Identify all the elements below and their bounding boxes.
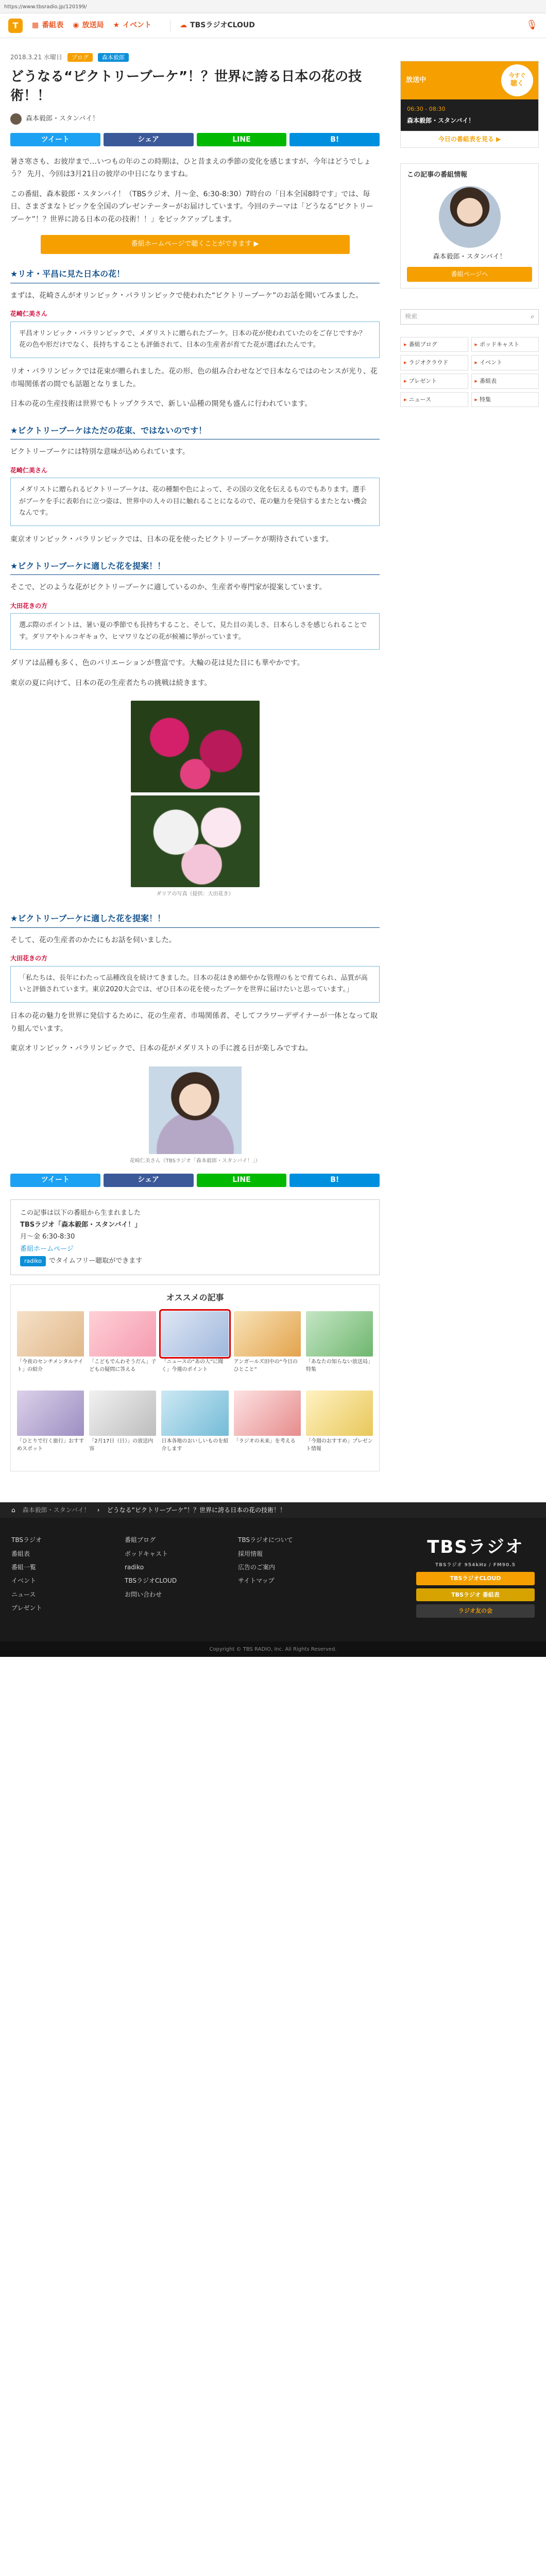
recommended-card[interactable]: 「2月17日（日）」の放送内容 [89, 1391, 156, 1465]
sidebar [400, 38, 539, 1487]
category-tag[interactable]: ブログ [67, 53, 93, 62]
footer-column-3 [238, 1533, 336, 1629]
footer-link[interactable]: ポッドキャスト [125, 1550, 168, 1557]
card-thumbnail [17, 1311, 84, 1357]
nav-events[interactable]: ★ イベント [113, 20, 151, 31]
program-info-box [10, 1199, 380, 1275]
share-buttons-bottom [10, 1174, 380, 1187]
breadcrumb-current: どうなる“ピクトリーブーケ”！？世界に誇る日本の花の技術！！ [107, 1506, 286, 1514]
search-input[interactable]: 検索 [405, 313, 418, 320]
star-icon: ★ [113, 21, 120, 30]
hatena-share-button[interactable]: B! [289, 1174, 380, 1187]
recommended-card[interactable]: 「あなたの知らない放送局」特集 [306, 1311, 373, 1385]
site-footer [0, 1518, 546, 1641]
nav-stations[interactable]: ◉ 放送局 [73, 20, 104, 31]
twitter-share-button[interactable]: ツイート [10, 1174, 100, 1187]
radiko-badge[interactable]: radiko [20, 1256, 46, 1266]
profile-heading: この記事の番組情報 [407, 171, 468, 179]
listen-now-button[interactable]: 今すぐ 聴く [501, 64, 533, 96]
footer-link[interactable]: TBSラジオCLOUD [125, 1577, 177, 1585]
card-thumbnail [234, 1311, 301, 1357]
quote-box: メダリストに贈られるビクトリーブーケは、花の種類や色によって、その国の文化を伝えるものでもあります。選手がブーケを手に表彰台に立つ姿は、世界中の人々の目に触れることになるので、花の魅力を発信するまたとない機会なんです。 [10, 478, 380, 526]
recommended-card[interactable]: 日本各地のおいしいものを紹介します [161, 1391, 228, 1465]
recommended-articles [10, 1284, 380, 1472]
nav-timetable[interactable]: ▦ 番組表 [32, 20, 63, 31]
card-thumbnail [161, 1391, 228, 1436]
radio-icon: ◉ [73, 21, 79, 30]
line-share-button[interactable]: LINE [197, 133, 287, 146]
category-links [400, 337, 539, 407]
footer-link[interactable]: TBSラジオについて [238, 1536, 293, 1544]
listen-cta-button[interactable]: 番組ホームページで聴くことができます ▶ [41, 235, 350, 254]
arrow-icon: ▸ [404, 396, 407, 403]
recommended-card[interactable]: 「こどもでんわそうだん」子どもの疑問に答える [89, 1311, 156, 1385]
intro-paragraph-1: 暑さ寒さも、お彼岸まで…いつもの年のこの時期は、ひと昔まえの季節の変化を感じますが、今年はどうでしょう？ 先月、今回は3月21日の彼岸の中日になりますね。 [10, 157, 371, 179]
article-meta [10, 53, 380, 62]
quote-box: 平昌オリンピック・パラリンピックで、メダリストに贈られたブーケ。日本の花が使われていたのをご存じですか？ 花の色や形だけでなく、長持ちすることも評価されて、日本の生産者が育てた花が選ばれたんです。 [10, 321, 380, 359]
footer-link[interactable]: 番組ブログ [125, 1536, 156, 1544]
info-intro: この記事は以下の番組から生まれました [20, 1209, 141, 1217]
host-photo [439, 186, 501, 248]
on-air-program[interactable]: 森本毅郎・スタンバイ！ [407, 116, 475, 124]
info-program-link[interactable]: 番組ホームページ [20, 1245, 74, 1253]
url-text: https://www.tbsradio.jp/120199/ [4, 4, 87, 10]
footer-cloud-button[interactable]: TBSラジオCLOUD [416, 1572, 535, 1585]
on-air-time: 06:30 - 08:30 [407, 106, 446, 112]
card-thumbnail [161, 1311, 228, 1357]
dahlia-photo-red [131, 701, 260, 792]
footer-link[interactable]: 番組一覧 [11, 1563, 37, 1571]
portrait-caption: 花崎仁美さん（TBSラジオ「森本毅郎・スタンバイ！」） [129, 1158, 261, 1164]
speaker-name: 大田花きの方 [10, 602, 48, 609]
breadcrumb-separator: › [97, 1506, 100, 1514]
section-3-paragraph-2: 東京の夏に向けて、日本の花の生産者たちの挑戦は続きます。 [10, 679, 212, 687]
footer-timetable-button[interactable]: TBSラジオ 番組表 [416, 1588, 535, 1602]
article-main [10, 38, 380, 1487]
footer-column-2 [125, 1533, 223, 1629]
footer-link[interactable]: 番組表 [11, 1550, 30, 1557]
microphone-icon[interactable]: 🎙 [526, 20, 538, 31]
search-box[interactable] [400, 309, 539, 325]
category-link[interactable]: ▸ ニュース [400, 392, 468, 408]
program-tag[interactable]: 森本毅郎 [98, 53, 129, 62]
arrow-icon: ▸ [404, 359, 407, 366]
profile-program-name: 森本毅郎・スタンバイ！ [433, 252, 506, 261]
quote-box: 選ぶ際のポイントは、暑い夏の季節でも長持ちすること、そして、見た目の美しさ、日本らしさを感じられることです。ダリアやトルコギキョウ、ヒマワリなどの花が候補に挙がっています。 [10, 613, 380, 650]
hatena-share-button[interactable]: B! [289, 133, 380, 146]
quote-box: 「私たちは、長年にわたって品種改良を続けてきました。日本の花はきめ細やかな管理のもとで育てられ、品質が高いと評価されています。東京2020大会では、ぜひ日本の花を使ったブーケを世界に届けたいと思っています。」 [10, 966, 380, 1003]
on-air-widget [400, 61, 539, 148]
footer-brand [416, 1533, 535, 1629]
facebook-share-button[interactable]: シェア [104, 133, 194, 146]
flower-photos [131, 701, 260, 887]
category-link[interactable]: ▸ プレゼント [400, 374, 468, 389]
dahlia-photo-white [131, 795, 260, 887]
section-heading-4: ★ビクトリーブーケに適した花を提案！！ [10, 912, 380, 928]
footer-link[interactable]: 採用情報 [238, 1550, 263, 1557]
program-page-button[interactable]: 番組ページへ [407, 267, 532, 282]
info-program-name: TBSラジオ「森本毅郎・スタンバイ！」 [20, 1221, 142, 1229]
footer-link[interactable]: ニュース [11, 1590, 36, 1598]
card-thumbnail [306, 1391, 373, 1436]
category-link[interactable]: ▸ ラジオクラウド [400, 355, 468, 370]
footer-link[interactable]: プレゼント [11, 1604, 42, 1612]
top-navigation [0, 13, 546, 38]
recommended-card-highlighted[interactable]: 「ニュースの“あの人”に聞く」今週のポイント [161, 1311, 228, 1385]
article-title: どうなる“ピクトリーブーケ”！？世界に誇る日本の花の技術！！ [10, 69, 362, 104]
card-thumbnail [89, 1391, 156, 1436]
footer-link[interactable]: お問い合わせ [125, 1590, 162, 1598]
section-2-paragraph-1: 東京オリンピック・パラリンピックでは、日本の花を使ったビクトリーブーケが期待されています。 [10, 535, 333, 544]
section-heading-3: ★ビクトリーブーケに適した花を提案！！ [10, 560, 380, 575]
category-link[interactable]: ▸ 特集 [471, 392, 539, 408]
recommended-heading: オススメの記事 [166, 1292, 224, 1302]
footer-logo[interactable]: TBSラジオ TBSラジオ 954kHz / FM90.5 [427, 1537, 524, 1568]
section-1-lead: まずは、花崎さんがオリンピック・パラリンピックで使われた“ビクトリーブーケ”のお話を聞いてみました。 [10, 291, 363, 300]
section-3-lead: そこで、どのような花がビクトリーブーケに適しているのか、生産者や専門家が提案しています。 [10, 583, 327, 592]
card-thumbnail [17, 1391, 84, 1436]
intro-paragraph-2: この番組、森本毅郎・スタンバイ！（TBSラジオ、月〜金、6:30-8:30）7時台の「日本全国8時です」では、毎日、さまざまなトピックを全国のプレゼンテーターがお届けしています。今回のテーマは「どうなる“ピクトリーブーケ”！？世界に誇る日本の花の技術！！」をピックアップします。 [10, 190, 374, 224]
recommended-card[interactable]: 「今夜のセンチメンタルナイト」の紹介 [17, 1311, 84, 1385]
presenter-portrait [149, 1066, 242, 1154]
section-4-paragraph-2: 東京オリンピック・パラリンピックで、日本の花がメダリストの手に渡る日が楽しみですね。 [10, 1044, 313, 1053]
category-link[interactable]: ▸ イベント [471, 355, 539, 370]
share-buttons [10, 133, 380, 146]
section-1-paragraph-2: 日本の花の生産技術は世界でもトップクラスで、新しい品種の開発も盛んに行われています。 [10, 400, 312, 409]
footer-link[interactable]: イベント [11, 1577, 37, 1585]
category-link[interactable]: ▸ 番組ブログ [400, 337, 468, 352]
article-date: 2018.3.21 水曜日 [10, 54, 62, 61]
footer-link[interactable]: 広告のご案内 [238, 1563, 276, 1571]
photo-caption: ダリアの写真（提供：大田花き） [156, 891, 234, 897]
arrow-icon: ▸ [474, 396, 478, 403]
copyright: Copyright © TBS RADIO, Inc. All Rights Reserved. [0, 1641, 546, 1657]
category-link[interactable]: ▸ 番組表 [471, 374, 539, 389]
recommended-card[interactable]: 「ひとりで行く旅行」おすすめスポット [17, 1391, 84, 1465]
arrow-icon: ▸ [474, 359, 478, 366]
home-icon[interactable]: ⌂ [11, 1506, 15, 1514]
speaker-name: 花崎仁美さん [10, 310, 48, 318]
section-4-lead: そして、花の生産者のかたにもお話を伺いました。 [10, 936, 176, 944]
cloud-icon: ☁ [180, 21, 187, 30]
breadcrumb [0, 1502, 546, 1518]
info-radiko: radiko でタイムフリー聴取ができます [20, 1255, 370, 1267]
card-thumbnail [306, 1311, 373, 1357]
site-logo[interactable]: T [8, 19, 23, 33]
footer-column-1 [11, 1533, 109, 1629]
arrow-icon: ▸ [474, 377, 478, 384]
card-thumbnail [89, 1311, 156, 1357]
section-3-paragraph-1: ダリアは品種も多く、色のバリエーションが豊富です。大輪の花は見た目にも華やかです。 [10, 659, 304, 668]
article-author[interactable]: 森本毅郎・スタンバイ！ [10, 113, 380, 125]
today-timetable-button[interactable]: 今日の番組表を見る ▶ [401, 131, 538, 147]
footer-link[interactable]: TBSラジオ [11, 1536, 42, 1544]
calendar-icon: ▦ [32, 21, 39, 30]
footer-club-button[interactable]: ラジオ友の会 [416, 1604, 535, 1618]
section-heading-1: ★リオ・平昌に見た日本の花！ [10, 267, 380, 283]
nav-cloud[interactable]: ☁ TBSラジオCLOUD [170, 20, 255, 31]
breadcrumb-program[interactable]: 森本毅郎・スタンバイ！ [22, 1506, 90, 1514]
section-4-paragraph-1: 日本の花の魅力を世界に発信するために、花の生産者、市場関係者、そしてフラワーデザイナーが一体となって取り組んでいます。 [10, 1012, 378, 1033]
recommended-card[interactable]: 「今週のおすすめ」プレゼント情報 [306, 1391, 373, 1465]
section-2-lead: ビクトリーブーケには特別な意味が込められています。 [10, 448, 190, 456]
browser-url-bar[interactable] [0, 0, 546, 13]
section-heading-2: ★ビクトリーブーケはただの花束、ではないのです！ [10, 424, 380, 440]
info-time: 月〜金 6:30-8:30 [20, 1233, 75, 1241]
speaker-name: 花崎仁美さん [10, 466, 48, 474]
search-icon[interactable]: ⌕ [531, 313, 534, 320]
category-link[interactable]: ▸ ポッドキャスト [471, 337, 539, 352]
avatar [10, 113, 22, 125]
facebook-share-button[interactable]: シェア [104, 1174, 194, 1187]
footer-link[interactable]: radiko [125, 1563, 144, 1571]
recommended-card[interactable]: アンガールズ田中の“今日のひとこと” [234, 1311, 301, 1385]
speaker-name: 大田花きの方 [10, 955, 48, 962]
arrow-icon: ▸ [404, 377, 407, 384]
section-1-paragraph-1: リオ・パラリンピックでは花束が贈られました。花の形、色の組み合わせなどで日本ならではのセンスが光り、花市場関係者の間でも話題となりました。 [10, 367, 378, 388]
twitter-share-button[interactable]: ツイート [10, 133, 100, 146]
footer-link[interactable]: サイトマップ [238, 1577, 275, 1585]
on-air-label: 放送中 [406, 76, 426, 84]
arrow-icon: ▸ [474, 341, 478, 348]
program-profile-widget [400, 163, 539, 289]
line-share-button[interactable]: LINE [197, 1174, 287, 1187]
recommended-card[interactable]: 「ラジオの未来」を考える [234, 1391, 301, 1465]
card-thumbnail [234, 1391, 301, 1436]
arrow-icon: ▸ [404, 341, 407, 348]
